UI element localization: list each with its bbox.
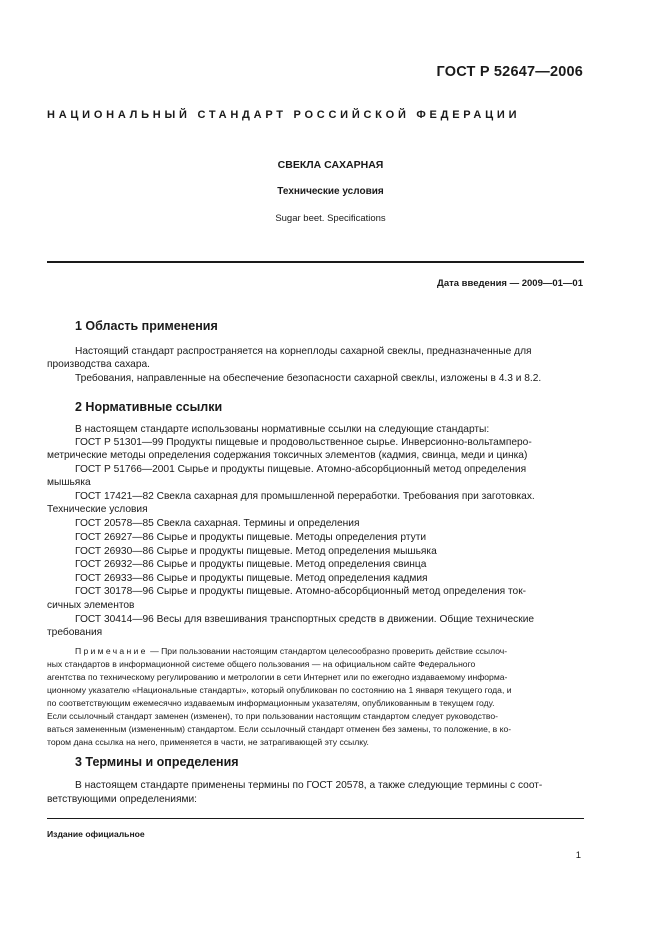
standard-number: ГОСТ Р 52647—2006 bbox=[436, 64, 583, 80]
note-line: по соответствующим ежемесячно издаваемым информационным указателям, опубликованным в текущем году. bbox=[47, 698, 495, 708]
note-line: агентства по техническому регулированию и метрологии в сети Интернет или по ежегодно издаваемому информа- bbox=[47, 672, 508, 682]
section-1-line: Настоящий стандарт распространяется на корнеплоды сахарной свеклы, предназначенные для bbox=[75, 346, 532, 357]
reference-line: ГОСТ 26927—86 Сырье и продукты пищевые. Методы определения ртути bbox=[75, 532, 427, 543]
section-2-intro: В настоящем стандарте использованы нормативные ссылки на следующие стандарты: bbox=[75, 424, 490, 435]
reference-line: требования bbox=[47, 627, 103, 638]
reference-line: ГОСТ 30178—96 Сырье и продукты пищевые. Атомно-абсорбционный метод определения ток- bbox=[75, 586, 527, 597]
section-1-heading: 1 Область применения bbox=[75, 319, 218, 333]
reference-line: ГОСТ 30414—96 Весы для взвешивания транспортных средств в движении. Общие технические bbox=[75, 614, 535, 625]
note-line: ционному указателю «Национальные стандарты», который опубликован по состоянию на 1 января текущего года, и bbox=[47, 685, 512, 695]
section-3-line: ветствующими определениями: bbox=[47, 794, 197, 805]
reference-line: метрические методы определения содержания токсичных элементов (кадмия, свинца, меди и цинка) bbox=[47, 450, 528, 461]
note-line: тором дана ссылка на него, применяется в части, не затрагивающей эту ссылку. bbox=[47, 737, 369, 747]
reference-line: ГОСТ 17421—82 Свекла сахарная для промышленной переработки. Требования при заготовках. bbox=[75, 491, 535, 502]
document-title-english: Sugar beet. Specifications bbox=[275, 213, 386, 224]
note-first-line bbox=[75, 645, 507, 658]
reference-line: ГОСТ Р 51301—99 Продукты пищевые и продовольственное сырье. Инверсионно-вольтамперо- bbox=[75, 437, 532, 448]
document-subtitle: Технические условия bbox=[277, 186, 384, 197]
introduction-date: Дата введения — 2009—01—01 bbox=[437, 278, 583, 289]
note-text: — При пользовании настоящим стандартом целесообразно проверить действие ссылоч- bbox=[147, 646, 508, 656]
section-1-line: производства сахара. bbox=[47, 359, 151, 370]
page-number: 1 bbox=[575, 850, 581, 861]
reference-line: ГОСТ 26933—86 Сырье и продукты пищевые. Метод определения кадмия bbox=[75, 573, 428, 584]
reference-line: ГОСТ 26930—86 Сырье и продукты пищевые. Метод определения мышьяка bbox=[75, 546, 437, 557]
reference-line: ГОСТ 26932—86 Сырье и продукты пищевые. Метод определения свинца bbox=[75, 559, 427, 570]
reference-line: сичных элементов bbox=[47, 600, 135, 611]
reference-line: мышьяка bbox=[47, 477, 91, 488]
section-2-heading: 2 Нормативные ссылки bbox=[75, 400, 223, 414]
reference-line: ГОСТ Р 51766—2001 Сырье и продукты пищевые. Атомно-абсорбционный метод определения bbox=[75, 464, 527, 475]
reference-line: ГОСТ 20578—85 Свекла сахарная. Термины и определения bbox=[75, 518, 360, 529]
section-1-line: Требования, направленные на обеспечение безопасности сахарной свеклы, изложены в 4.3 и 8.2. bbox=[75, 373, 542, 384]
footer-divider bbox=[47, 818, 584, 819]
note-label: Примечание bbox=[75, 646, 148, 656]
title-divider bbox=[47, 261, 584, 263]
note-line: ваться замененным (измененным) стандартом. Если ссылочный стандарт отменен без замены, то положение, в ко- bbox=[47, 724, 512, 734]
note-line: ных стандартов в информационной системе общего пользования — на официальном сайте Федерального bbox=[47, 659, 476, 669]
section-3-heading: 3 Термины и определения bbox=[75, 755, 239, 769]
reference-line: Технические условия bbox=[47, 504, 148, 515]
note-line: Если ссылочный стандарт заменен (изменен), то при пользовании настоящим стандартом следует руководство- bbox=[47, 711, 498, 721]
section-3-line: В настоящем стандарте применены термины по ГОСТ 20578, а также следующие термины с соот- bbox=[75, 780, 543, 791]
document-title: СВЕКЛА САХАРНАЯ bbox=[277, 159, 384, 171]
national-standard-banner: НАЦИОНАЛЬНЫЙ СТАНДАРТ РОССИЙСКОЙ ФЕДЕРАЦИИ bbox=[47, 109, 521, 121]
edition-label: Издание официальное bbox=[47, 829, 145, 839]
